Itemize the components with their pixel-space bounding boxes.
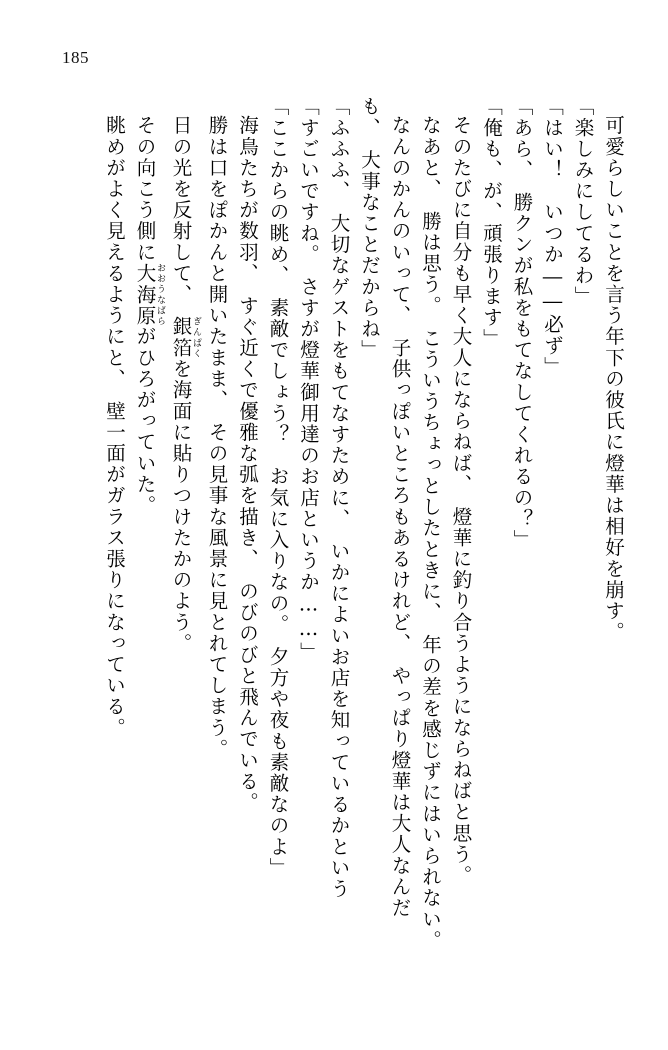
paragraph: 「俺も、が、頑張ります」: [480, 96, 503, 350]
paragraph: も、 大事なことだからね」: [358, 96, 381, 361]
page-body-text: [40, 96, 628, 1010]
paragraph: なんのかんのいって、 子供っぽいところもあるけれど、 やっぱり燈華は大人なんだ: [388, 115, 412, 919]
paragraph: 「ふふふ、 大切なゲストをもてなすために、 いかによいお店を知っているかという: [327, 96, 351, 900]
paragraph: 「楽しみにしてるわ」: [571, 96, 595, 307]
paragraph: なあと、 勝は思う。 こういうちょっとしたときに、 年の差を感じずにはいられない。: [419, 115, 442, 951]
ruby-oounabara: 大海原おおうなばら: [133, 262, 165, 327]
paragraph: 「すごいですね。 さすが燈華御用達のお店というか……」: [297, 96, 320, 663]
paragraph: 可愛らしいことを言う年下の彼氏に燈華は相好を崩す。: [602, 115, 625, 643]
paragraph: 海鳥たちが数羽、 すぐ近くで優雅な弧を描き、 のびのびと飛んでいる。: [236, 115, 259, 813]
paragraph: 「あら、 勝クンが私をもてなしてくれるの？」: [510, 96, 534, 551]
paragraph: 「はい！ いつか――必ず」: [541, 96, 564, 378]
paragraph: そのたびに自分も早く大人にならねば、 燈華に釣り合うようにならねばと思う。: [449, 115, 473, 886]
paragraph: 眺めがよく見えるようにと、 壁一面がガラス張りになっている。: [103, 115, 126, 739]
ruby-ginpaku: 銀箔ぎんぱく: [169, 316, 201, 359]
paragraph-with-ruby-ginpaku: 日の光を反射して、 銀箔ぎんぱくを海面に貼りつけたかのよう。: [169, 115, 201, 654]
page-number: 185: [62, 48, 89, 67]
paragraph-with-ruby-oounabara: その向こう側に大海原おおうなばらがひろがっていた。: [133, 115, 165, 516]
paragraph: 勝は口をぽかんと開いたまま、 その見事な風景に見とれてしまう。: [205, 115, 229, 760]
paragraph: 「ここからの眺め、 素敵でしょう？ お気に入りなの。 夕方や夜も素敵なのよ」: [266, 96, 290, 879]
